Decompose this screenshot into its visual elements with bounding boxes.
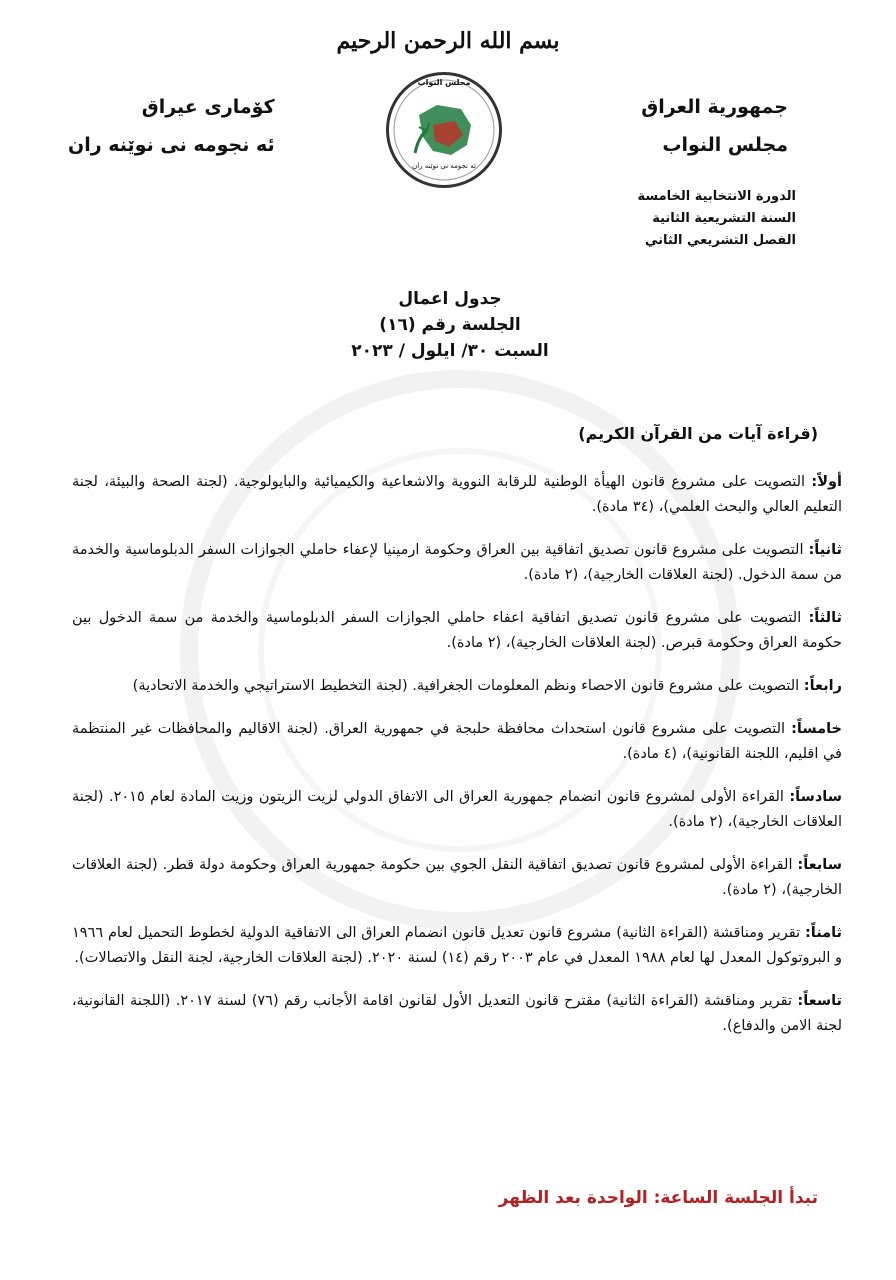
agenda-item	[72, 470, 842, 520]
item-text: تقرير ومناقشة (القراءة الثانية) مقترح قانون التعديل الأول لقانون اقامة الأجانب رقم (٧٦) لسنة ٢٠١٧. (اللجنة القانونية، لجنة الامن والدفاع).	[72, 993, 842, 1034]
item-text: التصويت على مشروع قانون تصديق اتفاقية اعفاء حاملي الجوازات السفر الدبلوماسية والخدمة من سمة الدخول بين حكومة العراق وحكومة قبرص. (لجنة العلاقات الخارجية)، (٢ مادة).	[72, 610, 842, 651]
item-text: التصويت على مشروع قانون الهيأة الوطنية للرقابة النووية والاشعاعية والكيميائية والبايولوجية. (لجنة الصحة والبيئة، لجنة التعليم العالي والبحث العلمي)، (٣٤ مادة).	[72, 474, 842, 515]
item-ordinal: رابعاً:	[803, 678, 842, 694]
agenda-item	[72, 717, 842, 767]
header-kurdish-parliament: ئه نجومه نى نوێنه ران	[68, 134, 275, 156]
item-text: التصويت على مشروع قانون الاحصاء ونظم المعلومات الجغرافية. (لجنة التخطيط الاستراتيجي والخدمة الاتحادية)	[132, 678, 804, 694]
agenda-item	[72, 606, 842, 656]
agenda-item	[72, 921, 842, 971]
agenda-item	[72, 785, 842, 835]
quran-reading: (قراءة آيات من القرآن الكريم)	[578, 424, 818, 443]
session-start-time: تبدأ الجلسة الساعة: الواحدة بعد الظهر	[498, 1188, 818, 1208]
item-text: القراءة الأولى لمشروع قانون انضمام جمهورية العراق الى الاتفاق الدولي لزيت الزيتون وزيت المادة لعام ٢٠١٥. (لجنة العلاقات الخارجية)، (٢ مادة).	[72, 789, 842, 830]
header-parliament: مجلس النواب	[662, 134, 788, 156]
emblem-bottom-label: ئه نجومه نى نوێنه ران	[412, 162, 476, 170]
session-chapter: الفصل التشريعي الثاني	[644, 233, 796, 248]
agenda-item	[72, 989, 842, 1039]
emblem-top-label: مجلس النواب	[417, 78, 471, 87]
header-left-block	[68, 88, 275, 164]
item-ordinal: خامساً:	[791, 721, 842, 737]
item-text: التصويت على مشروع قانون تصديق اتفاقية بين العراق وحكومة ارمينيا لإعفاء حاملي الجوازات السفر الدبلوماسية والخدمة من سمة الدخول. (لجنة العلاقات الخارجية)، (٢ مادة).	[72, 542, 842, 583]
item-ordinal: ثامناً:	[804, 925, 842, 941]
item-ordinal: تاسعاً:	[797, 993, 842, 1009]
parliament-emblem-icon	[386, 72, 502, 188]
item-ordinal: سابعاً:	[797, 857, 842, 873]
item-text: القراءة الأولى لمشروع قانون تصديق اتفاقية النقل الجوي بين حكومة جمهورية العراق وحكومة دولة قطر. (لجنة العلاقات الخارجية)، (٢ مادة).	[72, 857, 842, 898]
agenda-item	[72, 538, 842, 588]
session-term: الدورة الانتخابية الخامسة	[637, 189, 796, 204]
header-right-block	[641, 88, 788, 164]
agenda-items	[72, 470, 842, 1057]
item-text: التصويت على مشروع قانون استحداث محافظة حلبجة في جمهورية العراق. (لجنة الاقاليم والمحافظات غير المنتظمة في اقليم، اللجنة القانونية)، (٤ مادة).	[72, 721, 842, 762]
item-ordinal: ثانياً:	[808, 542, 842, 558]
item-ordinal: سادساً:	[789, 789, 842, 805]
agenda-session-number: الجلسة رقم (١٦)	[379, 315, 521, 335]
basmala: بسم الله الرحمن الرحيم	[336, 28, 560, 54]
agenda-item	[72, 853, 842, 903]
item-ordinal: أولاً:	[811, 474, 842, 490]
item-ordinal: ثالثاً:	[808, 610, 842, 626]
agenda-item	[72, 674, 842, 699]
session-info	[637, 186, 796, 252]
header-republic: جمهورية العراق	[641, 96, 788, 118]
agenda-title: جدول اعمال	[398, 289, 502, 309]
session-year: السنة التشريعية الثانية	[652, 211, 796, 226]
header-kurdish-republic: كۆمارى عيراق	[141, 96, 275, 118]
agenda-date: السبت ٣٠/ ايلول / ٢٠٢٣	[351, 341, 549, 361]
item-text: تقرير ومناقشة (القراءة الثانية) مشروع قانون تعديل قانون انضمام العراق الى الاتفاقية الدولية لخطوط التحميل لعام ١٩٦٦ و البروتوكول المعدل لها لعام ١٩٨٨ المعدل في عام ٢٠٠٣ رقم (١٤) لسنة ٢٠٢٠. (لجنة العلاقات الخارجية، لجنة النقل والاتصالات).	[72, 925, 842, 966]
agenda-heading	[300, 286, 600, 364]
